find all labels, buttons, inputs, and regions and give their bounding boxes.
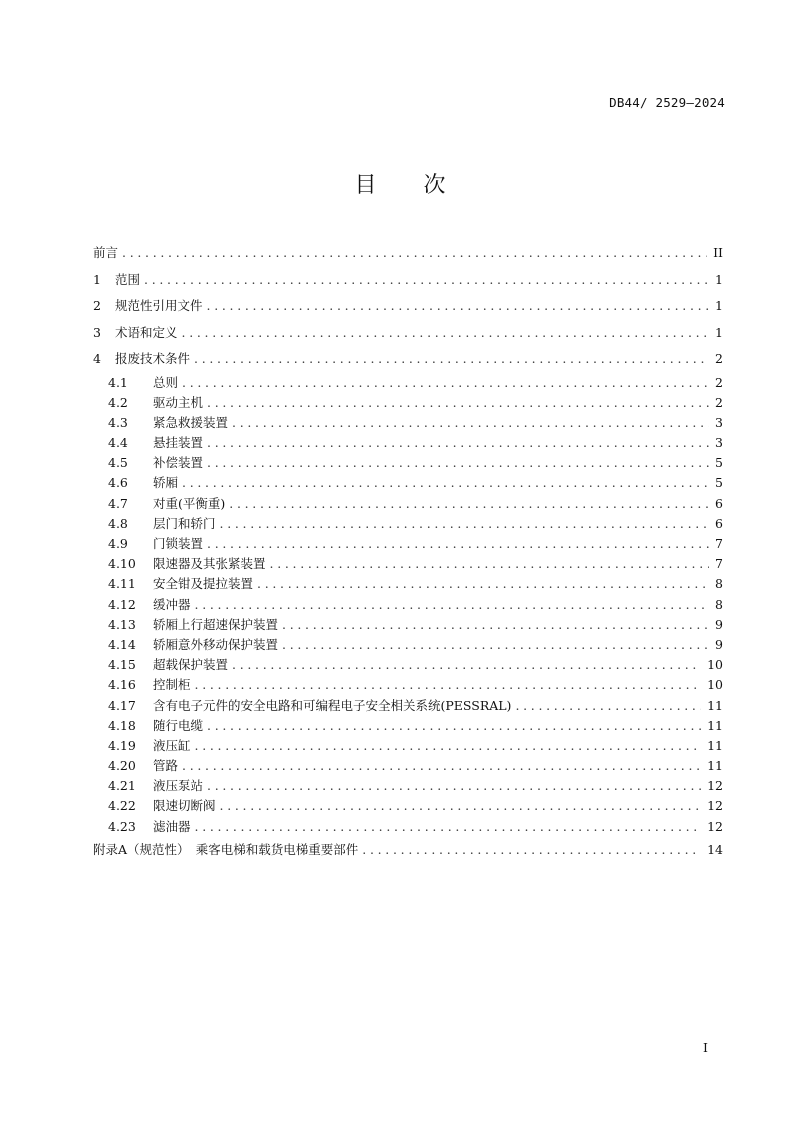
toc-entry[interactable] [93,494,723,514]
toc-entry[interactable] [93,240,723,267]
toc-entry-label: 限速切断阀 [153,798,216,814]
toc-entry[interactable] [93,373,723,393]
toc-entry-page: 3 [715,435,723,451]
toc-entry[interactable] [93,514,723,534]
toc-entry-label: 范围 [115,271,141,287]
toc-dot-leader [229,494,709,514]
toc-entry[interactable] [93,776,723,796]
toc-entry-page: 12 [707,798,723,814]
toc-entry-number: 4.9 [108,536,128,551]
toc-entry-number: 4.23 [108,818,136,834]
toc-entry[interactable] [93,413,723,433]
document-code: DB44/ 2529—2024 [609,95,725,110]
toc-entry-number: 4.2 [108,394,128,410]
toc-dot-leader [220,514,709,534]
toc-dot-leader [182,320,709,347]
toc-entry[interactable] [93,534,723,554]
toc-entry-page: 10 [707,657,723,673]
toc-entry-page: 11 [707,758,723,774]
toc-entry[interactable] [93,736,723,756]
toc-entry-number: 4.1 [108,374,128,390]
toc-entry-number: 4.13 [108,616,136,632]
toc-entry-number: 4.19 [108,737,136,753]
toc-entry-page: 11 [707,737,723,753]
page-title [0,168,800,199]
toc-entry-number: 2 [93,298,101,313]
toc-entry-label: 总则 [153,374,179,390]
toc-entry-number: 3 [93,324,101,340]
toc-entry[interactable] [93,756,723,776]
toc-entry[interactable] [93,433,723,453]
toc-dot-leader [182,473,709,493]
toc-dot-leader [195,817,702,837]
toc-dot-leader [282,635,709,655]
toc-entry[interactable] [93,595,723,615]
toc-entry-label: 轿厢 [153,475,179,491]
toc-entry[interactable] [93,696,723,716]
toc-entry[interactable] [93,796,723,816]
toc-dot-leader [122,240,707,267]
toc-entry-page: 12 [707,778,723,794]
toc-entry-label: 报废技术条件 [115,351,191,366]
toc-entry-page: 9 [715,616,723,632]
toc-entry-number: 4.5 [108,455,128,471]
toc-dot-leader [207,534,709,554]
title-char-2: 次 [423,173,446,198]
toc-entry-label: 限速器及其张紧装置 [153,556,266,572]
toc-dot-leader [232,413,709,433]
toc-entry-label: 门锁装置 [153,536,204,551]
toc-entry-page: 6 [715,515,723,531]
toc-entry-label: 轿厢意外移动保护装置 [153,636,279,652]
toc-entry-label: 对重(平衡重) [153,495,226,511]
toc-entry-page: 11 [707,717,723,733]
toc-entry-number: 4.14 [108,636,136,652]
toc-entry-label: 紧急救援装置 [153,414,229,430]
toc-entry-label: 规范性引用文件 [115,298,203,313]
toc-entry-page: 1 [715,324,723,340]
toc-entry-page: 3 [715,414,723,430]
toc-dot-leader [282,615,709,635]
toc-entry-label: 超载保护装置 [153,657,229,673]
toc-entry-page: 8 [715,576,723,592]
toc-entry-number: 4.16 [108,677,136,693]
toc-entry-page: 6 [715,495,723,511]
footer-page-number: I [703,1040,708,1055]
toc-entry-label: 前言 [93,245,119,260]
toc-entry[interactable] [93,817,723,837]
toc-entry-number: 4.17 [108,697,136,713]
toc-entry-number: 4.20 [108,758,136,774]
toc-dot-leader [270,554,709,574]
toc-entry-label: 随行电缆 [153,717,204,733]
toc-entry-number: 4.10 [108,556,136,572]
toc-entry[interactable] [93,574,723,594]
toc-entry-page: 7 [715,556,723,572]
toc-dot-leader [207,453,709,473]
toc-entry-number: 4.8 [108,515,128,531]
toc-entry-label: 缓冲器 [153,596,191,612]
toc-entry-number: 4.3 [108,414,128,430]
toc-entry-number: 4 [93,351,101,366]
toc-entry-page: 1 [715,298,723,313]
toc-entry-label: 层门和轿门 [153,515,216,531]
toc-dot-leader [207,293,709,320]
table-of-contents [93,240,723,863]
toc-dot-leader [182,756,701,776]
toc-entry[interactable] [93,320,723,347]
toc-entry-number: 4.15 [108,657,136,673]
toc-entry-page: 12 [707,818,723,834]
toc-entry[interactable] [93,453,723,473]
toc-entry-label: 液压缸 [153,737,191,753]
toc-entry-page: II [713,245,723,260]
toc-entry-number: 4.18 [108,717,136,733]
toc-entry-label: 安全钳及提拉装置 [153,576,254,592]
toc-entry-page: 2 [715,374,723,390]
toc-entry-number: 4.6 [108,475,128,491]
toc-entry-label: 控制柜 [153,677,191,693]
toc-dot-leader [207,433,709,453]
toc-entry-label: 驱动主机 [153,394,204,410]
toc-dot-leader [207,716,701,736]
toc-entry-page: 11 [707,697,723,713]
toc-entry[interactable] [93,716,723,736]
toc-entry-label: 滤油器 [153,818,191,834]
toc-entry-page: 1 [715,271,723,287]
toc-dot-leader [515,696,701,716]
toc-entry-number: 4.22 [108,798,136,814]
toc-entry-page: 14 [707,841,723,857]
toc-entry[interactable] [93,554,723,574]
toc-entry[interactable] [93,615,723,635]
toc-entry-number: 4.11 [108,576,136,592]
toc-dot-leader [195,595,709,615]
toc-dot-leader [195,675,702,695]
toc-entry-label: 术语和定义 [115,324,178,340]
toc-entry[interactable] [93,293,723,320]
toc-entry-label: 液压泵站 [153,778,204,794]
toc-entry-page: 7 [715,536,723,551]
toc-entry[interactable] [93,393,723,413]
toc-entry-page: 2 [715,351,723,366]
toc-entry-number: 1 [93,271,101,287]
toc-entry-label: 含有电子元件的安全电路和可编程电子安全相关系统(PESSRAL) [153,697,512,713]
toc-dot-leader [220,796,702,816]
toc-entry-number: 4.12 [108,596,136,612]
title-char-1: 目 [354,173,377,198]
toc-entry-page: 8 [715,596,723,612]
toc-entry[interactable] [93,837,723,864]
toc-entry-page: 5 [715,475,723,491]
toc-entry[interactable] [93,675,723,695]
toc-entry[interactable] [93,655,723,675]
toc-entry-number: 4.21 [108,778,136,794]
toc-entry-label: 管路 [153,758,179,774]
toc-entry-page: 2 [715,394,723,410]
toc-entry-page: 10 [707,677,723,693]
toc-entry-number: 4.7 [108,495,128,511]
toc-dot-leader [195,736,702,756]
toc-entry[interactable] [93,346,723,373]
toc-dot-leader [207,776,701,796]
toc-dot-leader [182,373,709,393]
toc-dot-leader [232,655,701,675]
toc-entry-label: 悬挂装置 [153,435,204,451]
toc-dot-leader [144,267,709,294]
toc-entry-page: 5 [715,455,723,471]
toc-dot-leader [194,346,709,373]
toc-entry[interactable] [93,473,723,493]
toc-dot-leader [257,574,709,594]
toc-entry-label: 补偿装置 [153,455,204,471]
toc-dot-leader [362,837,701,864]
toc-entry-label: 轿厢上行超速保护装置 [153,616,279,632]
toc-entry-page: 9 [715,636,723,652]
toc-entry[interactable] [93,635,723,655]
toc-entry[interactable] [93,267,723,294]
toc-dot-leader [207,393,709,413]
toc-entry-number: 4.4 [108,435,128,451]
toc-entry-label: 附录A（规范性） 乘客电梯和载货电梯重要部件 [93,841,359,857]
